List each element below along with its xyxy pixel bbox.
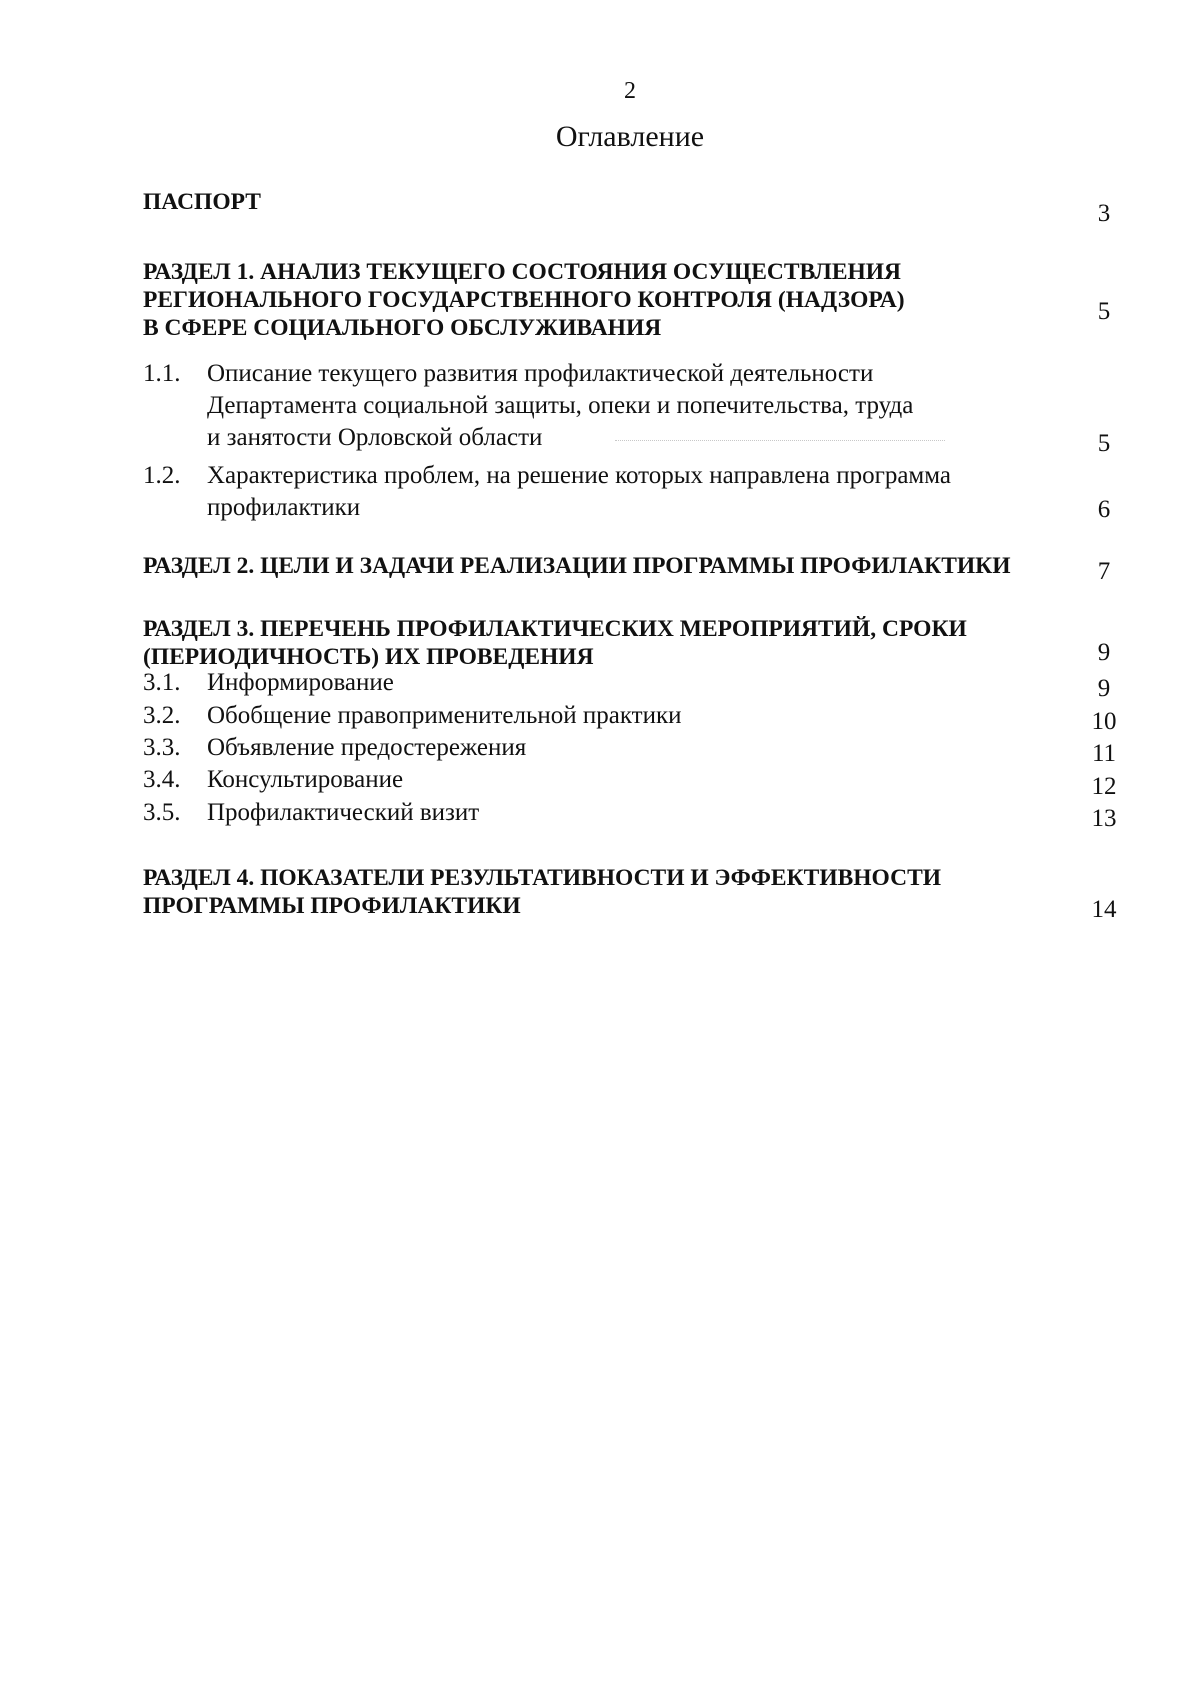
toc-page-ref: 9 [1097, 675, 1111, 702]
toc-entry-number: 3.2. [143, 702, 181, 729]
toc-page-ref: 10 [1091, 708, 1117, 735]
toc-entry-title-line: ПРОГРАММЫ ПРОФИЛАКТИКИ [143, 893, 521, 919]
toc-entry-title-line: Характеристика проблем, на решение которых направлена программа [207, 462, 951, 489]
toc-entry-number: 3.3. [143, 734, 181, 761]
toc-entry-title-line: (ПЕРИОДИЧНОСТЬ) ИХ ПРОВЕДЕНИЯ [143, 644, 594, 670]
toc-page-ref: 12 [1091, 773, 1117, 800]
toc-entry-title-line: РАЗДЕЛ 2. ЦЕЛИ И ЗАДАЧИ РЕАЛИЗАЦИИ ПРОГРАММЫ ПРОФИЛАКТИКИ [143, 553, 1011, 579]
toc-entry-title-line: Обобщение правоприменительной практики [207, 702, 682, 729]
toc-entry-number: 1.2. [143, 462, 181, 489]
toc-entry-title-line: Департамента социальной защиты, опеки и попечительства, труда [207, 392, 914, 419]
toc-page-ref: 11 [1091, 740, 1117, 767]
toc-entry-title-line: и занятости Орловской области [207, 424, 543, 451]
toc-entry-title-line: Информирование [207, 669, 394, 696]
toc-entry-number: 3.4. [143, 766, 181, 793]
toc-entry-title-line: РЕГИОНАЛЬНОГО ГОСУДАРСТВЕННОГО КОНТРОЛЯ (НАДЗОРА) [143, 287, 905, 313]
toc-entry-title-line: РАЗДЕЛ 1. АНАЛИЗ ТЕКУЩЕГО СОСТОЯНИЯ ОСУЩЕСТВЛЕНИЯ [143, 259, 902, 285]
toc-entry-number: 1.1. [143, 360, 181, 387]
toc-entry-title-line: РАЗДЕЛ 3. ПЕРЕЧЕНЬ ПРОФИЛАКТИЧЕСКИХ МЕРОПРИЯТИЙ, СРОКИ [143, 616, 967, 642]
toc-entry-title-line: Описание текущего развития профилактической деятельности [207, 360, 874, 387]
toc-title: Оглавление [555, 120, 705, 153]
toc-page-ref: 3 [1097, 200, 1111, 227]
toc-page-ref: 5 [1097, 298, 1111, 325]
toc-entry-title-line: Консультирование [207, 766, 404, 793]
toc-entry-title-line: профилактики [207, 494, 361, 521]
page-number: 2 [624, 78, 636, 104]
toc-entry-title-line: Профилактический визит [207, 799, 480, 826]
toc-leader-dots [615, 440, 945, 441]
toc-entry-title-line: РАЗДЕЛ 4. ПОКАЗАТЕЛИ РЕЗУЛЬТАТИВНОСТИ И ЭФФЕКТИВНОСТИ [143, 865, 942, 891]
toc-entry-title-line: Объявление предостережения [207, 734, 527, 761]
toc-page-ref: 9 [1097, 639, 1111, 666]
toc-entry-title-line: В СФЕРЕ СОЦИАЛЬНОГО ОБСЛУЖИВАНИЯ [143, 315, 662, 341]
toc-entry-number: 3.1. [143, 669, 181, 696]
toc-page-ref: 6 [1097, 496, 1111, 523]
toc-page-ref: 5 [1097, 430, 1111, 457]
toc-page-ref: 13 [1091, 805, 1117, 832]
toc-entry-number: 3.5. [143, 799, 181, 826]
toc-page-ref: 14 [1091, 896, 1117, 923]
toc-entry-title-line: ПАСПОРТ [143, 189, 261, 215]
toc-page-ref: 7 [1097, 558, 1111, 585]
